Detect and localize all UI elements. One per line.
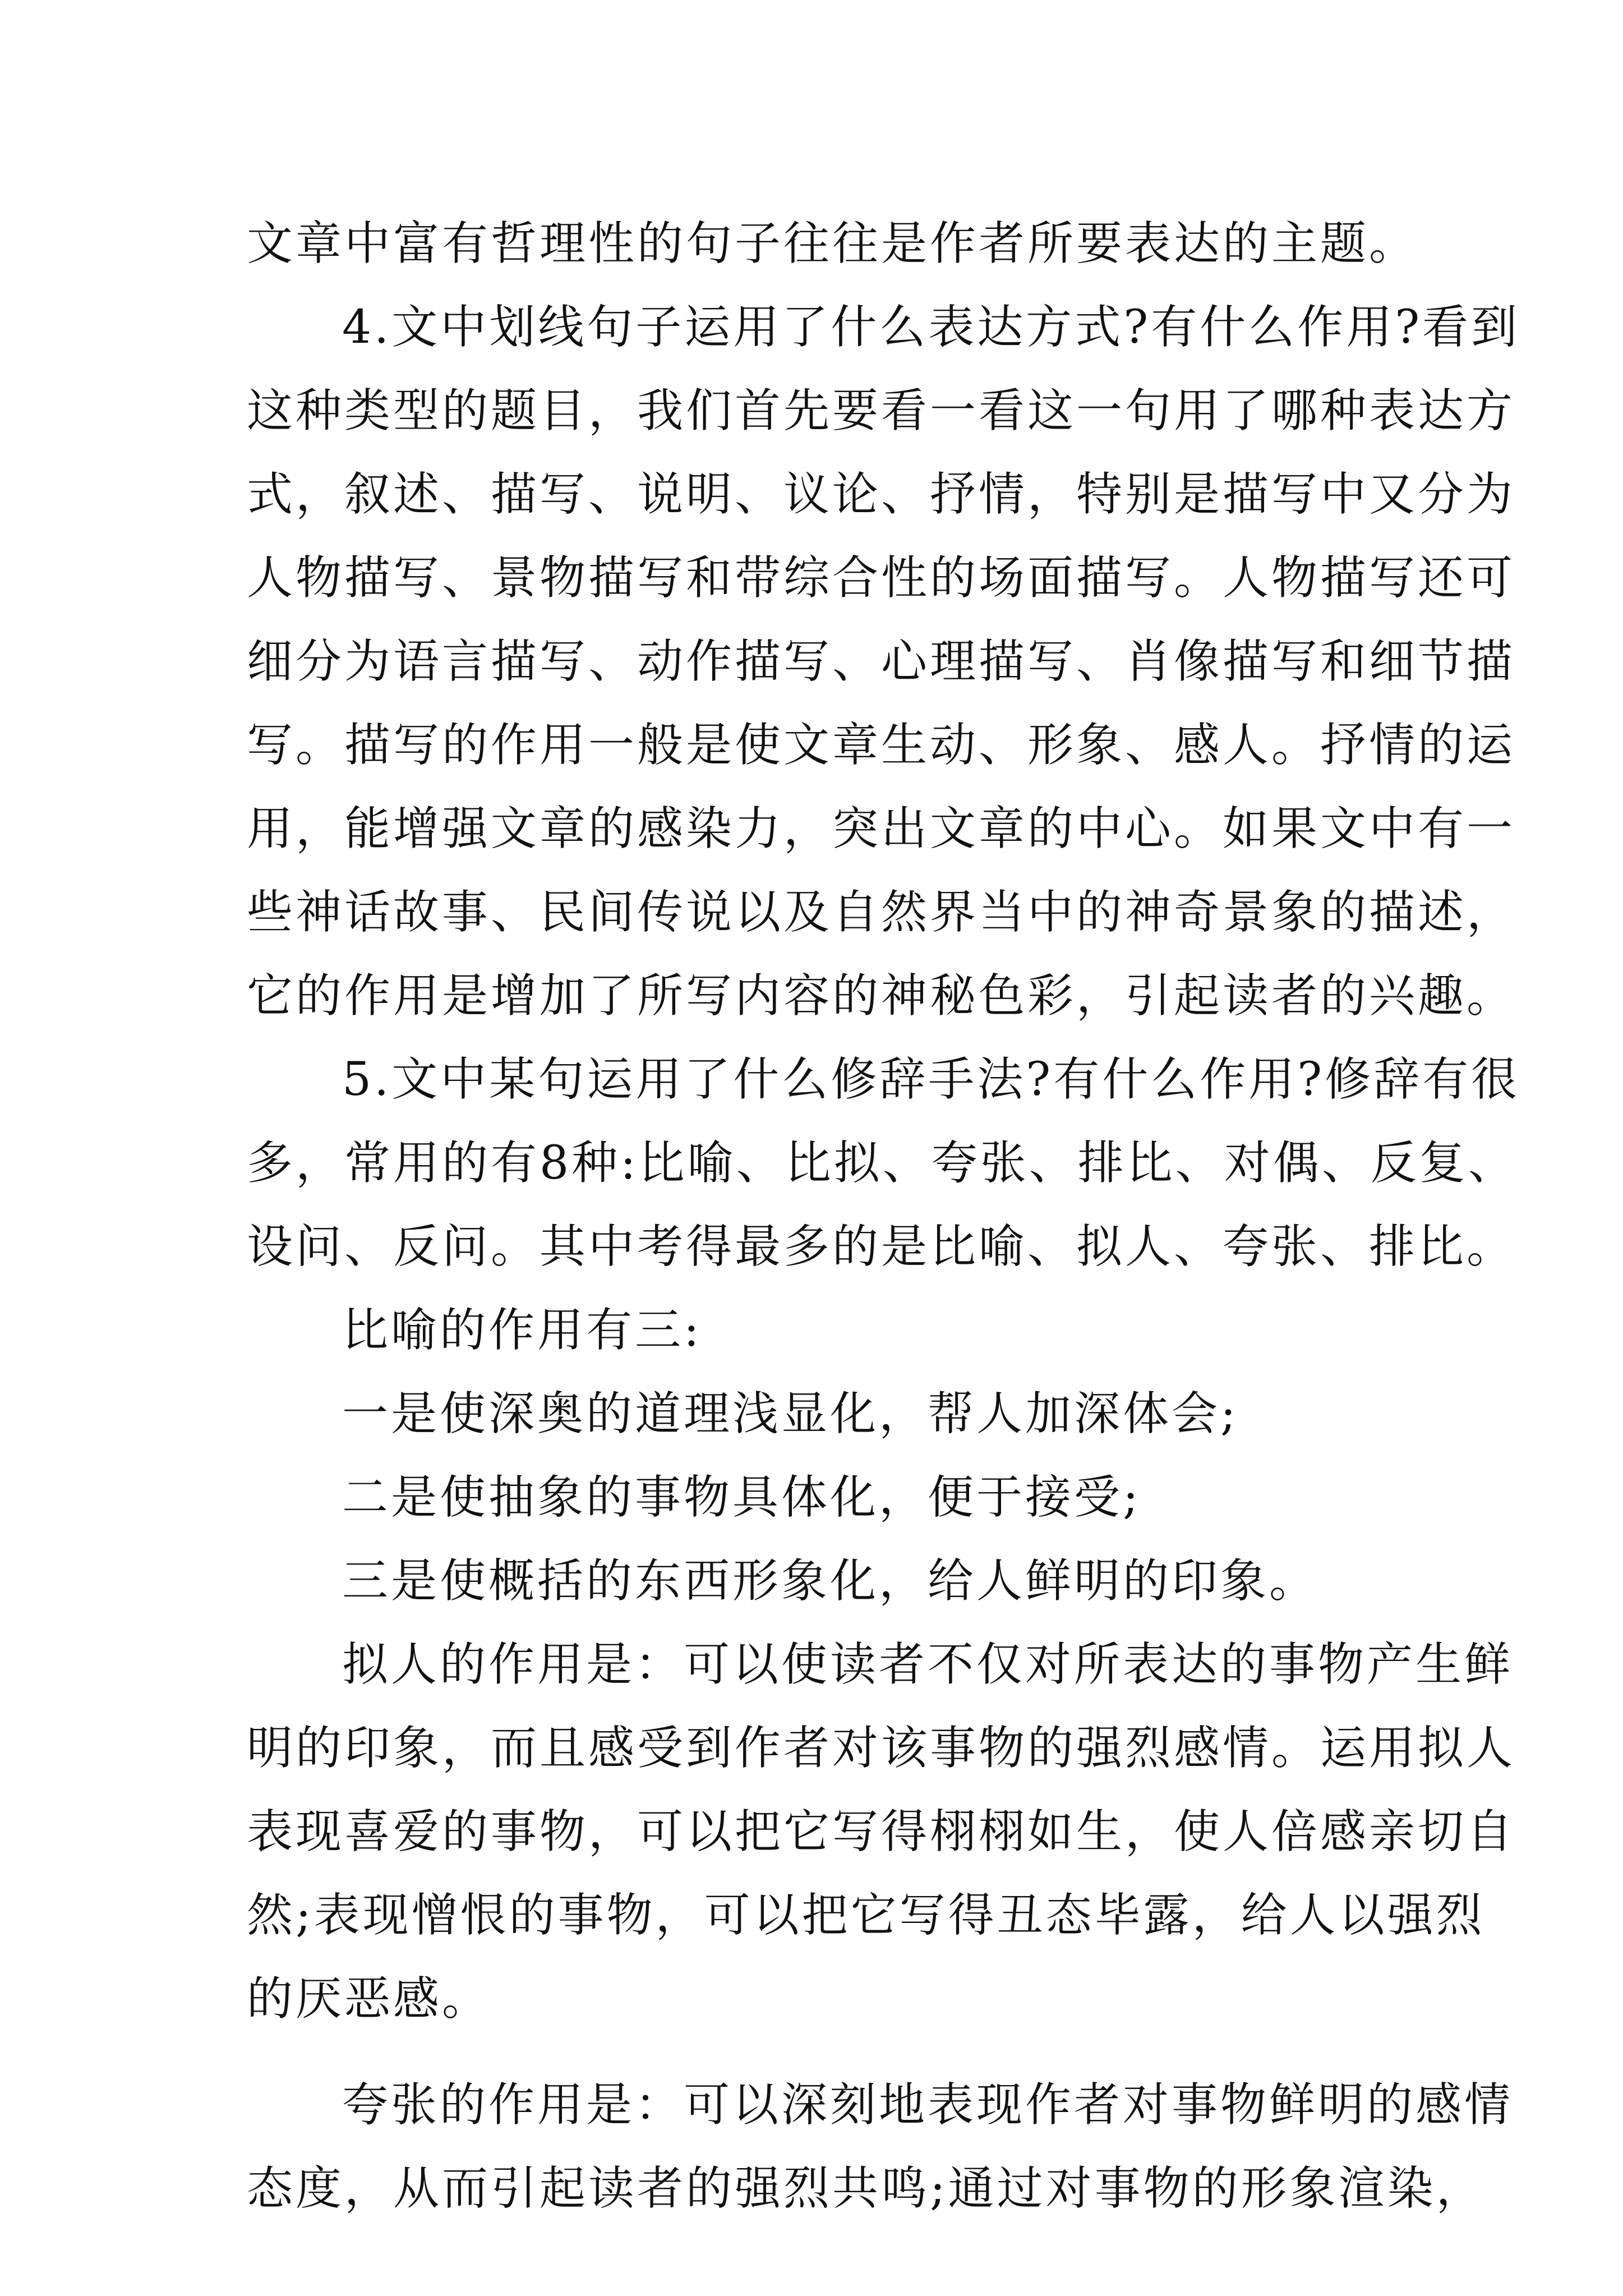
text-line: 态度，从而引起读者的强烈共鸣;通过对事物的形象渲染， bbox=[247, 2162, 1485, 2215]
text-line: 4.文中划线句子运用了什么表达方式?有什么作用?看到 bbox=[342, 301, 1520, 354]
text-line: 比喻的作用有三: bbox=[342, 1304, 702, 1357]
text-line: 拟人的作用是：可以使读者不仅对所表达的事物产生鲜 bbox=[342, 1638, 1514, 1691]
text-line: 明的印象，而且感受到作者对该事物的强烈感情。运用拟人 bbox=[247, 1722, 1516, 1775]
text-line: 然;表现憎恨的事物，可以把它写得丑态毕露，给人以强烈 bbox=[247, 1889, 1485, 1942]
text-line: 夸张的作用是：可以深刻地表现作者对事物鲜明的感情 bbox=[342, 2078, 1514, 2132]
text-line: 式，叙述、描写、说明、议论、抒情，特别是描写中又分为 bbox=[247, 468, 1516, 521]
text-line: 5.文中某句运用了什么修辞手法?有什么作用?修辞有很 bbox=[342, 1053, 1520, 1106]
text-line: 人物描写、景物描写和带综合性的场面描写。人物描写还可 bbox=[247, 551, 1516, 605]
text-line: 这种类型的题目，我们首先要看一看这一句用了哪种表达方 bbox=[247, 384, 1516, 438]
text-line: 用，能增强文章的感染力，突出文章的中心。如果文中有一 bbox=[247, 802, 1516, 855]
text-line: 文章中富有哲理性的句子往往是作者所要表达的主题。 bbox=[247, 217, 1418, 270]
text-line: 多，常用的有8种:比喻、比拟、夸张、排比、对偶、反复、 bbox=[247, 1137, 1517, 1190]
text-line: 细分为语言描写、动作描写、心理描写、肖像描写和细节描 bbox=[247, 635, 1516, 688]
text-line: 些神话故事、民间传说以及自然界当中的神奇景象的描述， bbox=[247, 886, 1516, 939]
text-line: 三是使概括的东西形象化，给人鲜明的印象。 bbox=[342, 1554, 1318, 1608]
text-line: 的厌恶感。 bbox=[247, 1972, 491, 2026]
text-line: 二是使抽象的事物具体化，便于接受; bbox=[342, 1471, 1141, 1524]
text-line: 表现喜爱的事物，可以把它写得栩栩如生，使人倍感亲切自 bbox=[247, 1805, 1516, 1858]
text-line: 它的作用是增加了所写内容的神秘色彩，引起读者的兴趣。 bbox=[247, 969, 1516, 1023]
document-body bbox=[247, 202, 1520, 2230]
text-line: 设问、反问。其中考得最多的是比喻、拟人、夸张、排比。 bbox=[247, 1220, 1516, 1273]
text-line: 写。描写的作用一般是使文章生动、形象、感人。抒情的运 bbox=[247, 719, 1516, 772]
text-line: 一是使深奥的道理浅显化，帮人加深体会; bbox=[342, 1387, 1239, 1441]
paragraph-gap bbox=[247, 2041, 1387, 2063]
